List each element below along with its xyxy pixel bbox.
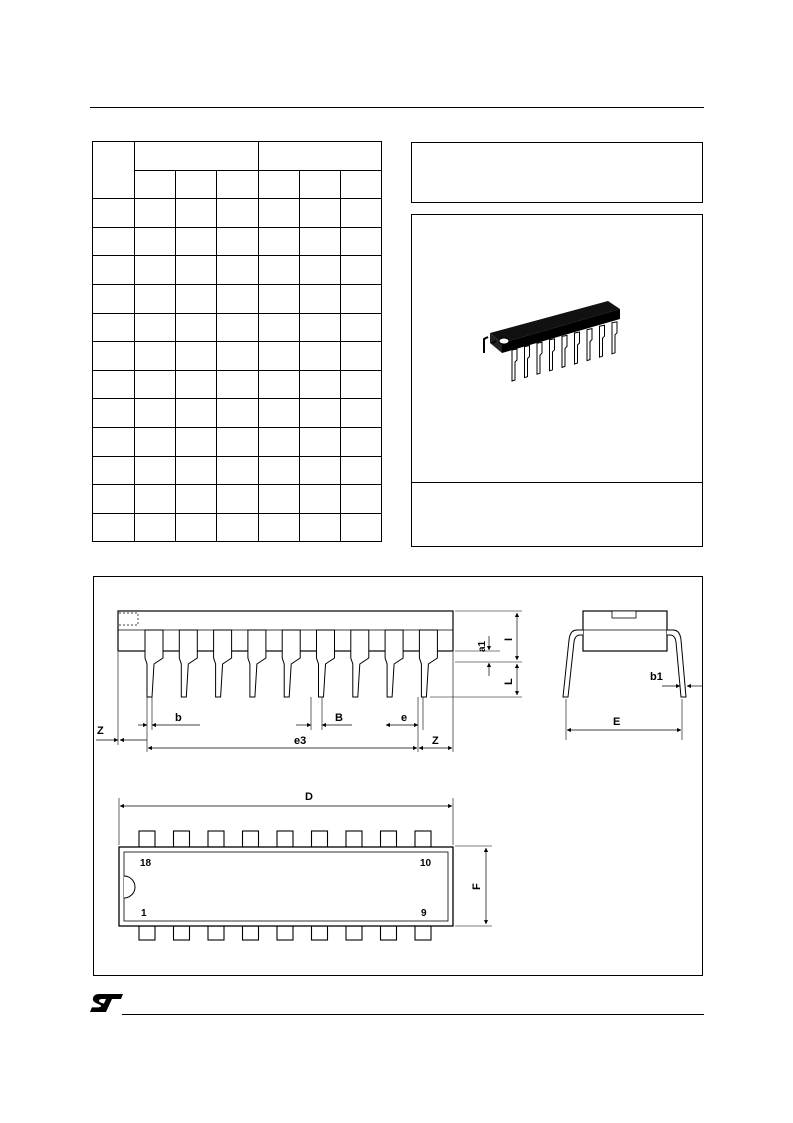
top-view-pin-upper xyxy=(312,831,328,847)
side-view-pin xyxy=(282,630,300,697)
top-view-pin-upper xyxy=(174,831,190,847)
dim-label-L: L xyxy=(503,678,515,685)
pin-label-18: 18 xyxy=(140,858,152,869)
dim-label-b1: b1 xyxy=(650,671,663,683)
dim-label-E: E xyxy=(613,716,621,728)
dim-label-Z-right: Z xyxy=(432,735,439,747)
dim-label-e: e xyxy=(401,712,408,724)
dim-label-I: I xyxy=(503,637,515,641)
dim-label-Z-left: Z xyxy=(97,725,104,737)
top-view-pin-upper xyxy=(381,831,397,847)
dim-label-B: B xyxy=(335,712,343,724)
top-view-pin-upper xyxy=(208,831,224,847)
dim-label-F: F xyxy=(471,883,483,890)
side-view xyxy=(96,611,522,752)
side-view-pin xyxy=(385,630,403,697)
side-view-pin xyxy=(214,630,232,697)
side-view-pin xyxy=(351,630,369,697)
top-view-pin-lower xyxy=(346,926,362,940)
top-view-pin-upper xyxy=(277,831,293,847)
top-view-pin-upper xyxy=(243,831,259,847)
side-view-pin xyxy=(179,630,197,697)
footer-rule xyxy=(122,1014,704,1015)
top-view-pin-lower xyxy=(277,926,293,940)
top-view-pin-upper xyxy=(139,831,155,847)
st-logo xyxy=(89,992,125,1014)
top-view-pin-lower xyxy=(208,926,224,940)
top-view-pin-upper xyxy=(415,831,431,847)
pin-label-1: 1 xyxy=(141,908,147,919)
side-view-pin xyxy=(248,630,266,697)
top-view-pin-lower xyxy=(139,926,155,940)
top-view-pin-lower xyxy=(381,926,397,940)
pin-label-9: 9 xyxy=(421,908,427,919)
side-view-pin xyxy=(317,630,335,697)
top-view-pin-lower xyxy=(243,926,259,940)
end-view xyxy=(563,611,702,740)
side-view-pin xyxy=(419,630,437,697)
top-view-pin-lower xyxy=(415,926,431,940)
top-view xyxy=(119,791,492,940)
dim-label-e3: e3 xyxy=(294,735,307,747)
top-view-pin-upper xyxy=(346,831,362,847)
pin-label-10: 10 xyxy=(420,858,432,869)
dim-label-b: b xyxy=(175,712,182,724)
top-view-pin-lower xyxy=(312,926,328,940)
dim-label-D: D xyxy=(305,791,313,803)
side-view-pin xyxy=(145,630,163,697)
dim-label-a1: a1 xyxy=(477,640,488,652)
top-view-pin-lower xyxy=(174,926,190,940)
